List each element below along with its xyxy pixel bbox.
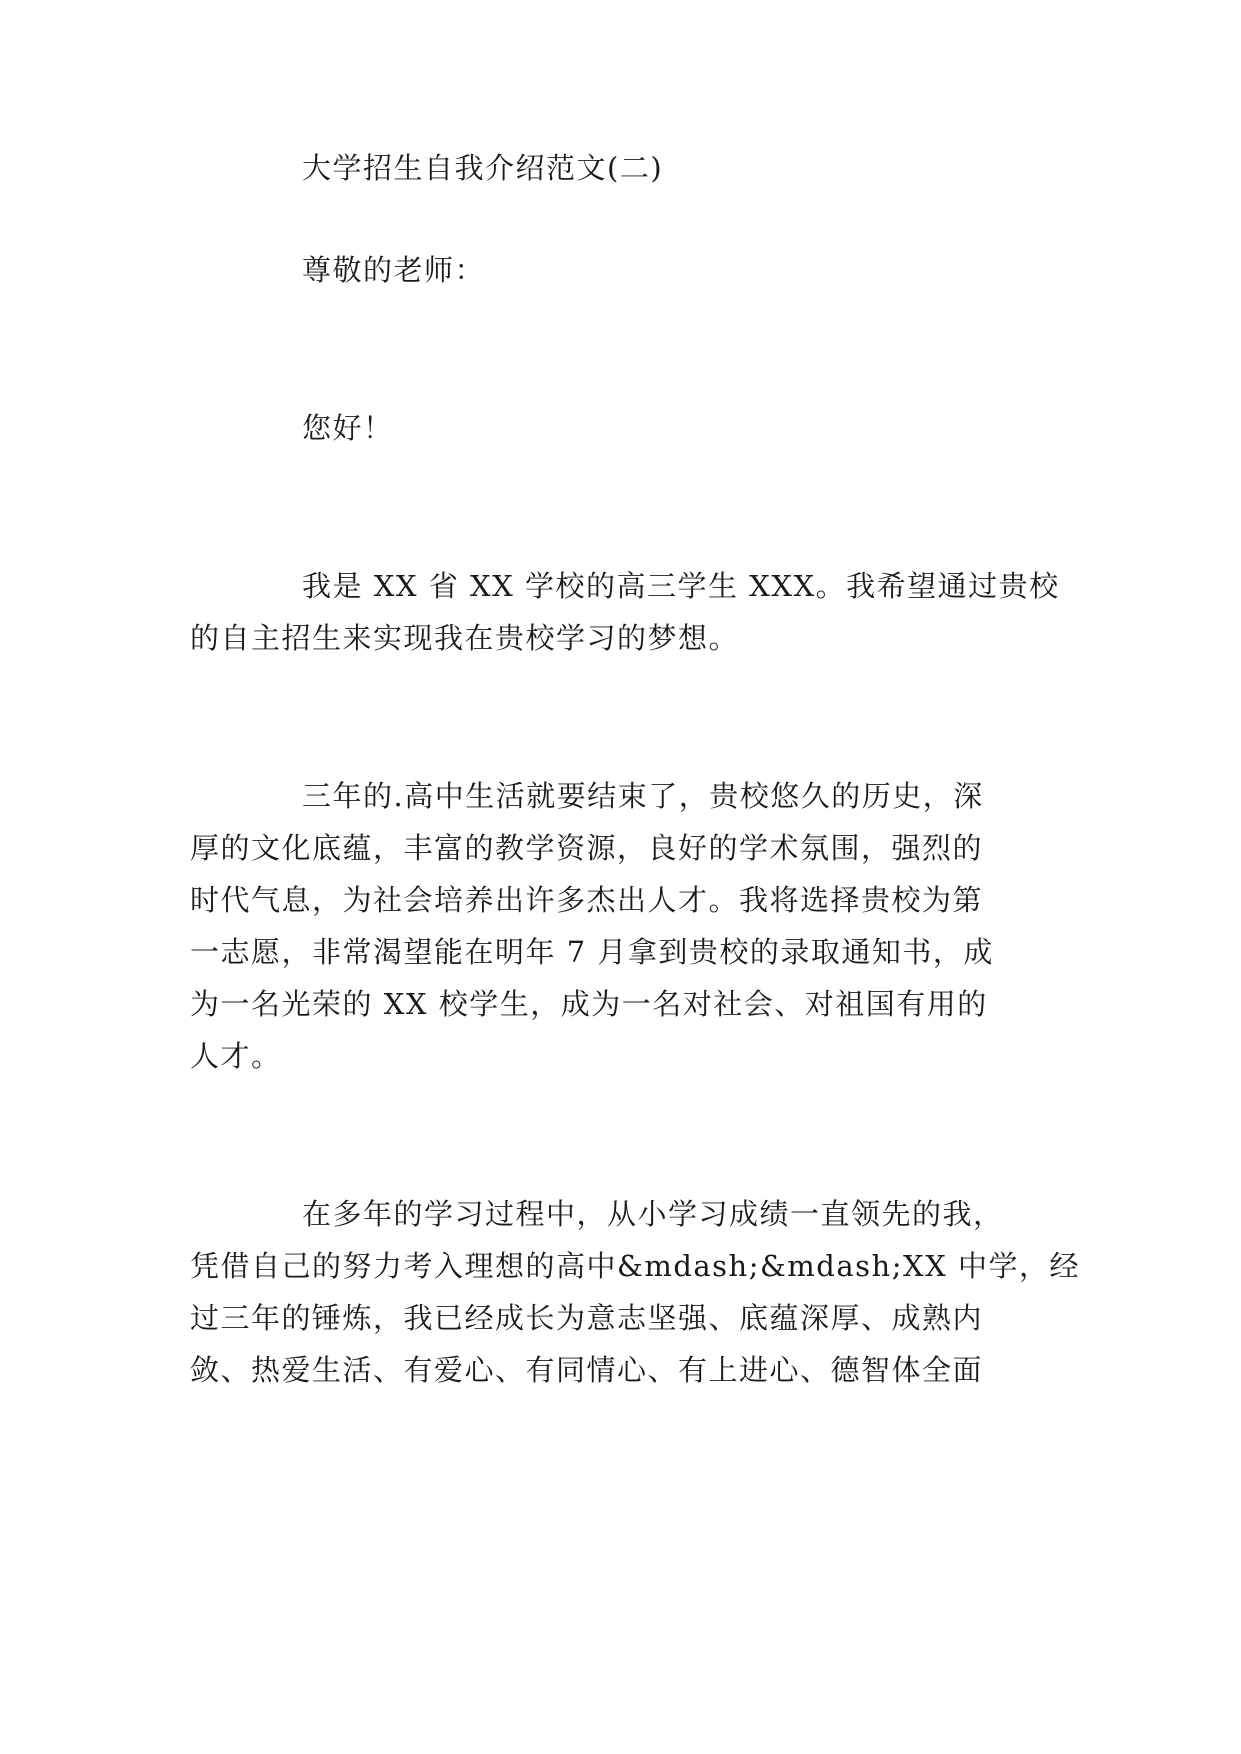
paragraph-2-line-4: 一志愿，非常渴望能在明年 7 月拿到贵校的录取通知书，成 xyxy=(190,935,994,969)
salutation: 尊敬的老师： xyxy=(302,253,486,287)
greeting: 您好！ xyxy=(302,411,394,445)
paragraph-3-line-2: 凭借自己的努力考入理想的高中&mdash;&mdash;XX 中学，经 xyxy=(190,1249,1081,1283)
paragraph-2-line-6: 人才。 xyxy=(190,1039,282,1073)
paragraph-1-line-2: 的自主招生来实现我在贵校学习的梦想。 xyxy=(190,621,740,655)
paragraph-2-line-1: 三年的.高中生活就要结束了，贵校悠久的历史，深 xyxy=(302,779,984,813)
paragraph-3-line-4: 敛、热爱生活、有爱心、有同情心、有上进心、德智体全面 xyxy=(190,1353,984,1387)
document-title: 大学招生自我介绍范文(二) xyxy=(302,151,664,185)
paragraph-2-line-3: 时代气息，为社会培养出许多杰出人才。我将选择贵校为第 xyxy=(190,883,984,917)
paragraph-1-line-1: 我是 XX 省 XX 学校的高三学生 XXX。我希望通过贵校 xyxy=(302,569,1060,603)
paragraph-2-line-5: 为一名光荣的 XX 校学生，成为一名对社会、对祖国有用的 xyxy=(190,987,988,1021)
paragraph-3-line-1: 在多年的学习过程中，从小学习成绩一直领先的我， xyxy=(302,1197,1004,1231)
paragraph-3-line-3: 过三年的锤炼，我已经成长为意志坚强、底蕴深厚、成熟内 xyxy=(190,1301,984,1335)
paragraph-2-line-2: 厚的文化底蕴，丰富的教学资源，良好的学术氛围，强烈的 xyxy=(190,831,984,865)
